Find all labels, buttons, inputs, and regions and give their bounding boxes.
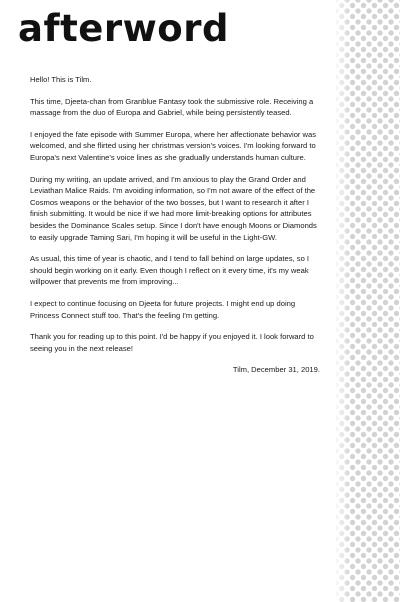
signature: Tilm, December 31, 2019. (232, 365, 320, 375)
paragraph-thanks: Thank you for reading up to this point. I'd be happy if you enjoyed it. I look forward to seeing you in the next release! (30, 332, 314, 353)
paragraph-greeting: Hello! This is Tilm. (30, 75, 92, 84)
paragraph-summer-europa: I enjoyed the fate episode with Summer Europa, where her affectionate behavior was welcomed, and she flirted using her christmas version's voices. I'm looking forward to Europa's next Valentine's voice lines as she gradually understands human culture. (30, 129, 317, 162)
paragraph-schedule: As usual, this time of year is chaotic, and I tend to fall behind on large updates, so I should begin working on it early. Even though I reflect on it every time, it's my weak willpower that prevents me from improving... (30, 254, 310, 287)
paragraph-future: I expect to continue focusing on Djeeta for future projects. I might end up doing Princess Connect stuff too. That's the feeling I'm getting. (30, 298, 296, 320)
paragraph-premise: This time, Djeeta-chan from Granblue Fantasy took the submissive role. Receiving a massage from the duo of Europa and Gabriel, while being persistently teased. (30, 96, 314, 118)
paragraph-update: During my writing, an update arrived, and I'm anxious to play the Grand Order and Leviathan Malice Raids. I'm avoiding information, so I'm not aware of the effect of the Cosmos weapons or the behavior of the two bosses, but I want to research it after I finish submitting. It would be nice if we had more limit-breaking options for attributes besides the Dominance Scales setup. Since I don't have enough Moons or Diamonds to easily upgrade Taming Sari, I'm hoping it will be useful in the Light-GW. (30, 174, 317, 242)
afterword-body (30, 74, 320, 376)
page-title: afterword (18, 7, 229, 50)
